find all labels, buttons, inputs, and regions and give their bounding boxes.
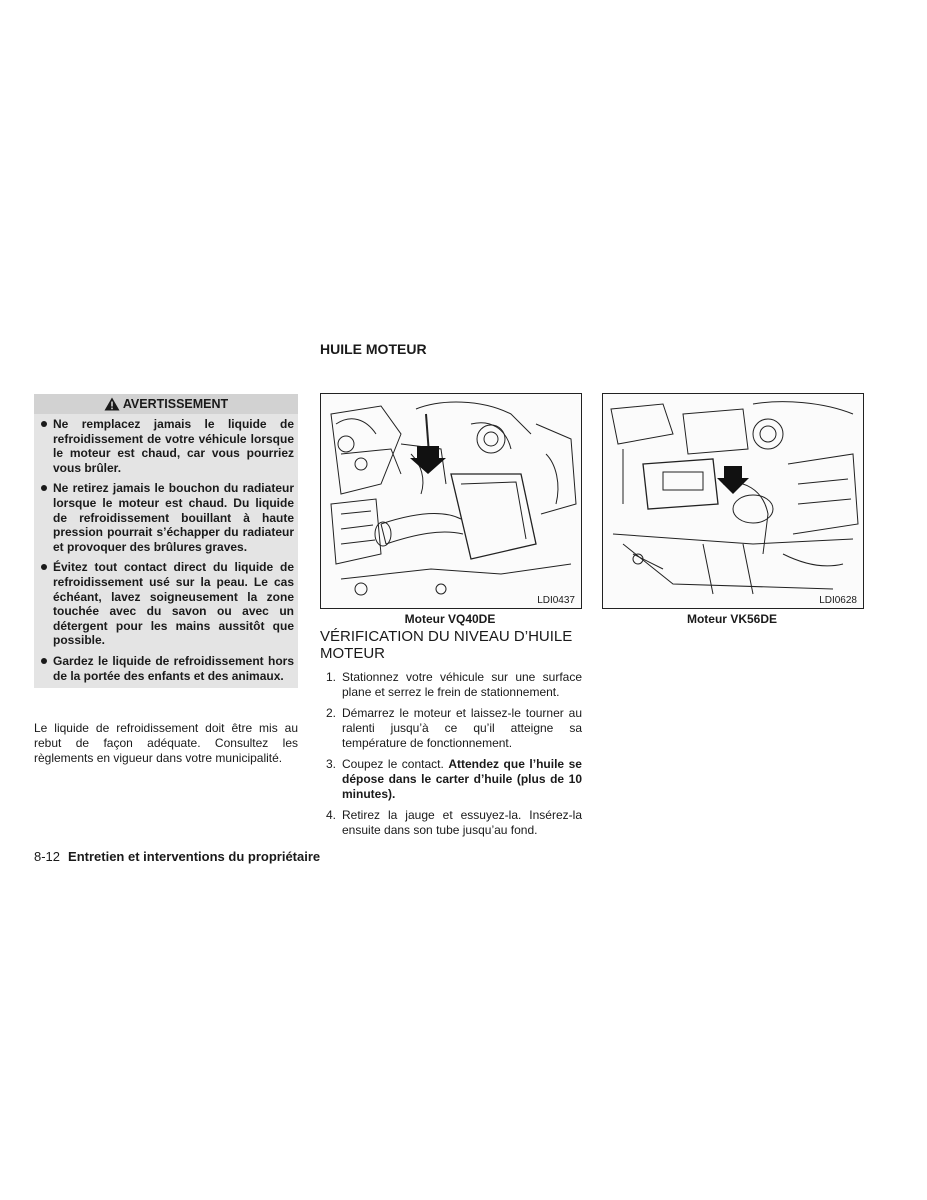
steps-list — [326, 670, 582, 844]
chapter-title: Entretien et interventions du propriétaire — [68, 849, 321, 864]
warning-item: Évitez tout contact direct du liquide de refroidissement usé sur la peau. Le cas échéant, lavez soigneusement la zone touchée avec du savon ou avec un détergent pour les mains aussitôt que possible. — [38, 560, 294, 648]
subsection-title: VÉRIFICATION DU NIVEAU D’HUILE MOTEUR — [320, 628, 573, 662]
engine-figure-vq40de — [320, 393, 582, 609]
list-item: 3. Coupez le contact. Attendez que l’huile se dépose dans le carter d’huile (plus de 10 minutes). — [326, 757, 582, 801]
engine-illustration — [603, 394, 863, 608]
warning-icon — [104, 397, 120, 411]
warning-heading: AVERTISSEMENT — [122, 397, 229, 411]
bullet-icon — [41, 658, 47, 664]
bullet-icon — [41, 564, 47, 570]
figure-caption: Moteur VQ40DE — [404, 612, 496, 626]
bullet-icon — [41, 485, 47, 491]
page-number: 8-12 — [34, 849, 61, 864]
engine-figure-vk56de — [602, 393, 864, 609]
list-item: 1. Stationnez votre véhicule sur une surface plane et serrez le frein de stationnement. — [326, 670, 582, 699]
warning-box — [34, 394, 298, 688]
list-item: 2. Démarrez le moteur et laissez-le tourner au ralenti jusqu’à ce qu’il atteigne sa température de fonctionnement. — [326, 706, 582, 750]
figure-caption: Moteur VK56DE — [686, 612, 778, 626]
bullet-icon — [41, 421, 47, 427]
warning-item: Ne remplacez jamais le liquide de refroidissement de votre véhicule lorsque le moteur est chaud, car vous pourriez vous brûler. — [38, 417, 294, 475]
section-title: HUILE MOTEUR — [320, 341, 427, 357]
engine-illustration — [321, 394, 581, 608]
figure-code: LDI0628 — [819, 595, 857, 606]
page-footer — [34, 849, 320, 864]
figure-code: LDI0437 — [537, 595, 575, 606]
warning-header — [34, 394, 298, 414]
disposal-paragraph: Le liquide de refroidissement doit être mis au rebut de façon adéquate. Consultez les règlements en vigueur dans votre municipalité. — [34, 721, 298, 765]
warning-item: Ne retirez jamais le bouchon du radiateur lorsque le moteur est chaud. Du liquide de refroidissement bouillant à haute pression pourrait s’échapper du radiateur et provoquer des brûlures graves. — [38, 481, 294, 554]
warning-item: Gardez le liquide de refroidissement hors de la portée des enfants et des animaux. — [38, 654, 294, 683]
list-item: 4. Retirez la jauge et essuyez-la. Insérez-la ensuite dans son tube jusqu’au fond. — [326, 808, 582, 837]
